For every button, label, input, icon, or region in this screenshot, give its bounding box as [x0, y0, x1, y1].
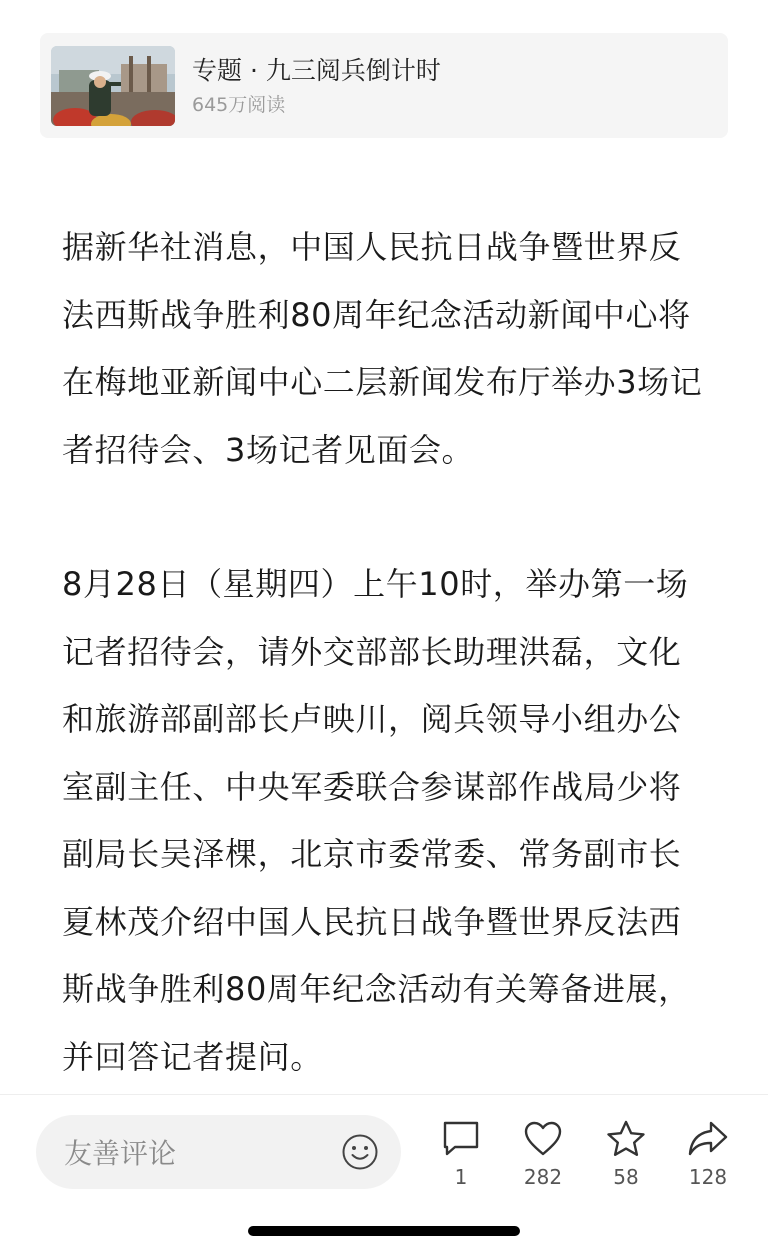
smiley-icon[interactable]	[341, 1133, 379, 1171]
comment-placeholder: 友善评论	[64, 1137, 177, 1170]
topic-read-count: 645万阅读	[192, 93, 286, 116]
like-button[interactable]	[503, 1119, 583, 1189]
article-body	[62, 214, 712, 1091]
heart-icon	[523, 1119, 563, 1159]
share-count: 128	[688, 1165, 728, 1189]
article-paragraph-1: 据新华社消息，中国人民抗日战争暨世界反法西斯战争胜利80周年纪念活动新闻中心将在梅地亚新闻中心二层新闻发布厅举办3场记者招待会、3场记者见面会。	[62, 228, 703, 469]
favorite-count: 58	[613, 1165, 639, 1189]
article-paragraph-2: 8月28日（星期四）上午10时，举办第一场记者招待会，请外交部部长助理洪磊，文化和旅游部副部长卢映川，阅兵领导小组办公室副主任、中央军委联合参谋部作战局少将副局长吴泽棵，北京市委常委、常务副市长夏林茂介绍中国人民抗日战争暨世界反法西斯战争胜利80周年纪念活动有关筹备进展，并回答记者提问。	[62, 565, 691, 1076]
bottom-action-bar	[0, 1094, 768, 1253]
star-icon	[605, 1119, 647, 1159]
comment-button[interactable]	[421, 1119, 501, 1189]
comment-icon	[441, 1119, 481, 1159]
home-indicator	[248, 1226, 520, 1236]
topic-card[interactable]	[40, 33, 728, 138]
share-icon	[687, 1119, 729, 1159]
topic-thumbnail	[51, 46, 175, 126]
like-count: 282	[523, 1165, 563, 1189]
comment-input[interactable]	[36, 1115, 401, 1189]
comment-count: 1	[454, 1165, 468, 1189]
favorite-button[interactable]	[586, 1119, 666, 1189]
topic-title: 专题 · 九三阅兵倒计时	[192, 55, 441, 85]
share-button[interactable]	[668, 1119, 748, 1189]
